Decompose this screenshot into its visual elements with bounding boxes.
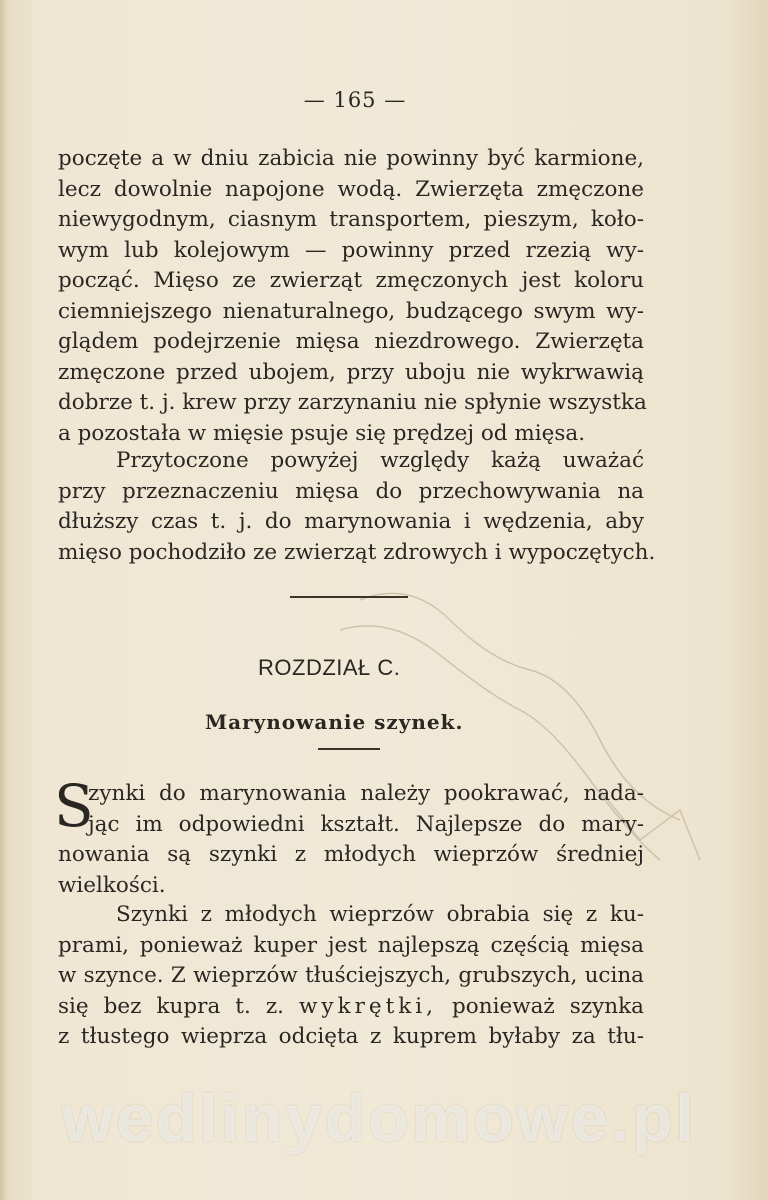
text-line: mięso pochodziło ze zwierząt zdrowych i wypoczętych. <box>58 539 656 565</box>
text-line: glądem podejrzenie mięsa niezdrowego. Zwierzęta <box>58 329 644 354</box>
text-line: zmęczone przed ubojem, przy uboju nie wykrwawią <box>58 359 644 385</box>
text-line: wielkości. <box>58 872 166 898</box>
section-title: Marynowanie szynek. <box>205 710 464 734</box>
text-line: ciemniejszego nienaturalnego, budzącego swym wy- <box>58 298 644 324</box>
text-line: jąc im odpowiedni kształt. Najlepsze do mary- <box>88 811 644 837</box>
text-line: nowania są szynki z młodych wieprzów średniej <box>58 842 644 867</box>
text-line: zynki do marynowania należy pookrawać, nada- <box>88 781 644 806</box>
emphasized-term: wykrętki, <box>299 993 437 1019</box>
paragraph-with-dropcap <box>54 772 644 901</box>
text-line: lecz dowolnie napojone wodą. Zwierzęta zmęczone <box>58 176 644 202</box>
text-line: a pozostała w mięsie psuje się prędzej od mięsa. <box>58 420 586 446</box>
text-line: Przytoczone powyżej względy każą uważać <box>116 448 644 473</box>
paragraph <box>58 446 656 568</box>
text-line: niewygodnym, ciasnym transportem, pieszym, koło- <box>58 207 644 232</box>
text-line: poczęte a w dniu zabicia nie powinny być karmione, <box>58 146 644 171</box>
paragraph-continued <box>58 144 647 449</box>
section-divider <box>290 596 408 598</box>
text-line: Szynki z młodych wieprzów obrabia się z ku- <box>116 902 644 927</box>
page-edge-shadow <box>0 0 8 1200</box>
title-underline <box>318 748 380 750</box>
text-line: dłuższy czas t. j. do marynowania i wędzenia, aby <box>58 509 644 534</box>
text-line: prami, ponieważ kuper jest najlepszą częścią mięsa <box>58 932 644 958</box>
text-line <box>58 992 644 1023</box>
text-line: w szynce. Z wieprzów tłuściejszych, grubszych, ucina <box>58 963 644 988</box>
text-fragment: ponieważ szynka <box>452 993 644 1019</box>
chapter-heading: ROZDZIAŁ C. <box>258 655 401 680</box>
text-line: dobrze t. j. krew przy zarzynaniu nie spłynie wszystka <box>58 390 647 415</box>
text-line: przy przeznaczeniu mięsa do przechowywania na <box>58 478 644 504</box>
paragraph <box>58 900 644 1053</box>
drop-cap: S <box>54 772 94 840</box>
watermark: wedlinydomowe.pl <box>62 1081 697 1155</box>
text-line: z tłustego wieprza odcięta z kuprem byłaby za tłu- <box>58 1024 644 1049</box>
text-fragment: się bez kupra t. z. <box>58 993 284 1019</box>
text-line: począć. Mięso ze zwierząt zmęczonych jest koloru <box>58 268 644 293</box>
text-line: wym lub kolejowym — powinny przed rzezią wy- <box>58 237 644 263</box>
page-number: — 165 — <box>303 88 407 112</box>
